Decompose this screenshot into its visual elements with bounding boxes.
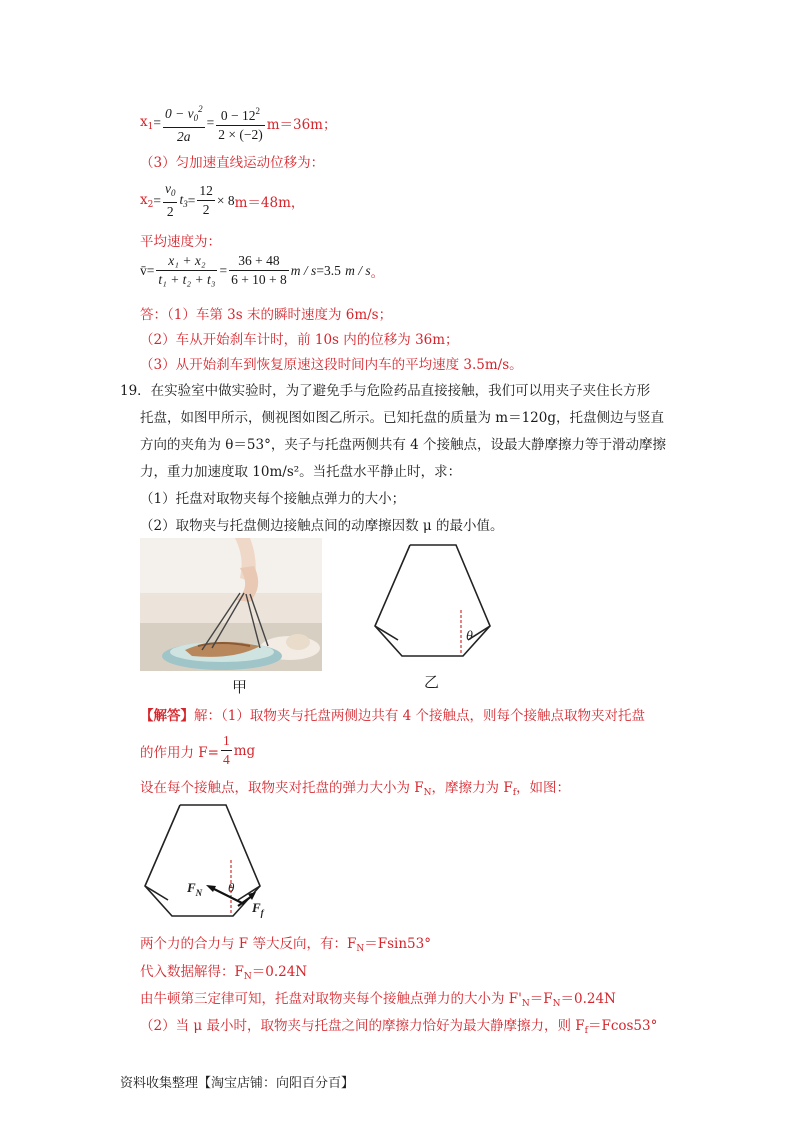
period: 。 [370,264,385,281]
tray-outline [145,805,260,916]
answer-2: （2）车从开始刹车计时，前 10s 内的位移为 36m； [140,332,459,348]
fn-label: $F_N$ [187,880,203,898]
equation-x2 [140,180,304,221]
solution-line-7: （2）当 μ 最小时，取物夹与托盘之间的摩擦力恰好为最大静摩擦力，则 $F_f=Fcos53^\circ$ [140,1018,658,1036]
theta-label: θ [466,629,473,644]
fraction-v0: $\frac{0 - v_0^2}{2a}$ [163,100,205,146]
fraction-numeric-v: $\frac{36 + 48}{6 + 10 + 8}$ [231,253,287,287]
figure-yi-label: 乙 [424,673,440,691]
x1-result: m＝36m； [266,117,337,133]
solution-line-3: 设在每个接触点，取物夹对托盘的弹力大小为 $F_N$，摩擦力为 $F_f$，如图： [140,780,571,798]
step3-heading: （3）匀加速直线运动位移为： [140,155,325,171]
solution-line-6: 由牛顿第三定律可知，托盘对取物夹每个接触点弹力的大小为 $F'_N=F_N=0.24N$ [140,991,616,1009]
fraction-one-quarter: $\frac{1}{4}$ [222,733,230,767]
v-bar: v̄ [140,262,147,278]
solution-line-1 [140,704,645,724]
figure-jia-label: 甲 [232,678,248,696]
fraction-symbolic: $\frac{\text{x₁ + x₂}}{\text{t₁ + t₂ + t₃}}$ [158,253,216,287]
question-19-line-2: 托盘，如图甲所示，侧视图如图乙所示。已知托盘的质量为 m＝120g，托盘侧边与竖直 [140,410,665,426]
theta-label: θ [228,880,235,895]
equals: = [219,262,228,278]
equals: = [206,115,215,130]
question-19-sub-1: （1）托盘对取物夹每个接触点弹力的大小； [140,491,406,507]
solution-line-2 [140,732,255,769]
equation-average-velocity [140,252,384,289]
equals: = [146,262,155,278]
fraction-v0-2: $\frac{v_0}{2}$ [164,181,176,219]
answer-1: 答：（1）车第 3s 末的瞬时速度为 6m/s； [140,307,393,323]
equals: = [153,115,161,130]
fraction-12-2: $\frac{12}{2}$ [199,183,213,217]
solution-tag: 【解答】 [140,708,194,724]
unit: m / s [290,262,317,278]
photo-tongs-holding-tray [140,538,322,671]
equals: = [153,192,161,208]
equals: = [316,262,324,278]
diagram-yi-side-view [370,540,500,665]
t3: $t_3$ [179,192,188,209]
page-footer: 资料收集整理【淘宝店铺：向阳百分百】 [120,1076,355,1091]
text: 的作用力 F= [140,744,219,761]
x2-result: m＝48m， [234,194,305,211]
text: mg [233,742,256,759]
ff-label: $F_f$ [252,900,264,918]
value: 3.5 [323,262,341,278]
question-19-line-1: 19．在实验室中做实验时，为了避免手与危险药品直接接触，我们可以用夹子夹住长方形 [120,383,651,399]
normal-force-arrowhead [206,885,216,892]
multiplier: × 8 [216,192,235,208]
unit: m / s [345,262,371,278]
equation-x1 [140,100,336,146]
solution-line-4: 两个力的合力与 F 等大反向，有：$F_N=Fsin53^\circ$ [140,936,431,954]
x1-lhs: $x_1$ [140,114,154,132]
question-19-line-3: 方向的夹角为 θ＝53°，夹子与托盘两侧共有 4 个接触点，设最大静摩擦力等于滑动摩擦 [140,437,667,453]
solution-text: 解：（1）取物夹与托盘两侧边共有 4 个接触点，则每个接触点取物夹对托盘 [194,708,646,724]
force-diagram [140,800,270,925]
x2-lhs: $x_2$ [140,191,154,210]
question-19-line-4: 力，重力加速度取 10m/s²。当托盘水平静止时，求： [140,464,462,480]
question-19-sub-2: （2）取物夹与托盘侧边接触点间的动摩擦因数 μ 的最小值。 [140,518,504,534]
fraction-numeric: $\frac{0 - 12^2}{2 \times (-2)}$ [216,102,264,144]
solution-line-5: 代入数据解得：$F_N=0.24N$ [140,964,308,982]
avg-speed-label: 平均速度为： [140,234,221,250]
equals: = [187,192,196,208]
answer-3: （3）从开始刹车到恢复原速这段时间内车的平均速度 3.5m/s。 [140,357,523,373]
